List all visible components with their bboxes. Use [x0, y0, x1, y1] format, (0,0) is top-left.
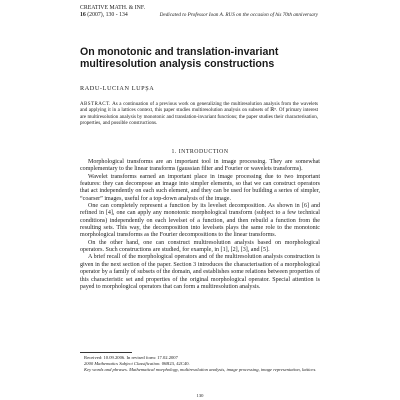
msc-value: 06B23, 42C40. [160, 361, 190, 366]
paragraph: A brief recall of the morphological operators and of the multiresolution analysis construction is given in the next section of the paper. Section 3 introduces the characterisation of a morphological operator by a family of subsets of the domain, and establishes some relations between properties of this characteristic set and properties of the original morphological operator. Special attention is payed to morphological operators that can form a multiresolution analysis. [80, 254, 320, 290]
keywords-value: Mathematical morphology, multiresolution analysis, image processing, image representation, lattices. [127, 367, 317, 372]
paragraph: One can completely represent a function by its levelset decomposition. As shown in [6] and refined in [4], one can apply any monotonic morphological transform (subject to a few technical conditions) independently on each levelset of a function, and then rebuild a function from the resulting sets. This way, the decomposition into levelsets plays the same role to the monotonic morphological transforms as the Fourier decompositions to the linear transforms. [80, 203, 320, 239]
footnotes [84, 355, 320, 373]
abstract-text: As a continuation of a previous work on generalizing the multiresolution analysis from the wavelets and applying it in a lattices context, this paper studies multiresolution analysis on subsets of ℝⁿ. Of primary interest are multiresolution analysis by monotonic and translation-invariant functions; the paper studies their characterisation, properties, and possible constructions. [80, 101, 318, 127]
abstract-label: ABSTRACT. [80, 101, 111, 107]
received-date: Received: 10.09.2006. In revised form: 17.02.2007 [84, 355, 178, 360]
volume-line [80, 12, 145, 19]
paragraph: Wavelet transforms earned an important place in image processing due to two important features: they can decompose an image into simpler elements, so that we can construct operators that act independently on each such element, and they can be used for building a series of simpler, “coarser” images, useful for a top-down analysis of the image. [80, 173, 320, 202]
paragraph: On the other hand, one can construct multiresolution analysis based on morphological operators. Such constructions are studied, for example, in [1], [2], [3], and [5]. [80, 239, 320, 254]
paper-title [80, 47, 330, 70]
volume-number: 16 [80, 12, 86, 18]
year-pages: (2007), 130 - 134 [85, 12, 128, 18]
section-heading: 1. INTRODUCTION [171, 149, 229, 155]
body-text [80, 159, 320, 291]
title-line-1: On monotonic and translation-invariant [80, 46, 279, 58]
keywords-label: Key words and phrases. [84, 367, 128, 372]
msc-label: 2000 Mathematics Subject Classification. [84, 361, 161, 366]
abstract [80, 101, 318, 127]
journal-name: CREATIVE MATH. & INF. [80, 5, 146, 11]
author-name: RADU-LUCIAN LUPȘA [80, 85, 155, 92]
title-line-2: multiresolution analysis constructions [80, 57, 275, 70]
dedication: Dedicated to Professor Ioan A. RUS on the occasion of his 70th anniversary [159, 12, 318, 18]
page-number: 130 [196, 393, 204, 398]
footnote-rule [80, 352, 132, 353]
keywords [84, 367, 320, 373]
paragraph: Morphological transforms are an important tool in image processing. They are somewhat complementary to the linear transforms (gaussian filter and Fourier or wavelets transforms). [80, 159, 320, 173]
journal-header [80, 5, 145, 19]
